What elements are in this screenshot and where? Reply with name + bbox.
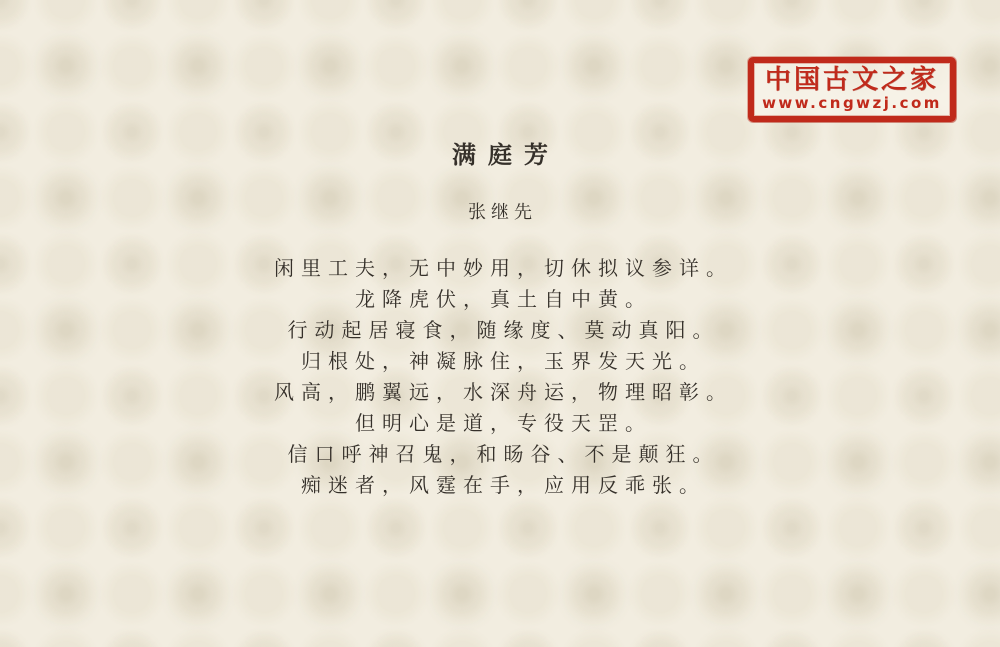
poem-line: 信口呼神召鬼，和旸谷、不是颠狂。: [287, 442, 720, 466]
poem-line: 行动起居寝食，随缘度、莫动真阳。: [287, 318, 720, 342]
poem-title: 满庭芳: [452, 140, 560, 169]
poem-line: 风高，鹏翼远，水深舟运，物理昭彰。: [274, 380, 733, 404]
poem-author: 张继先: [468, 202, 537, 223]
seal-site-name: 中国古文之家: [764, 65, 939, 95]
poem-body: [0, 253, 1000, 501]
poem-line: 归根处，神凝脉住，玉界发天光。: [301, 349, 706, 373]
poem-line: 龙降虎伏，真土自中黄。: [355, 287, 652, 311]
poem-line: 痴迷者，风霆在手，应用反乖张。: [301, 473, 706, 497]
poem-line: 闲里工夫，无中妙用，切休拟议参详。: [274, 256, 733, 280]
poem-line: 但明心是道，专役天罡。: [355, 411, 652, 435]
seal-site-url: www.cngwzj.com: [762, 94, 942, 112]
